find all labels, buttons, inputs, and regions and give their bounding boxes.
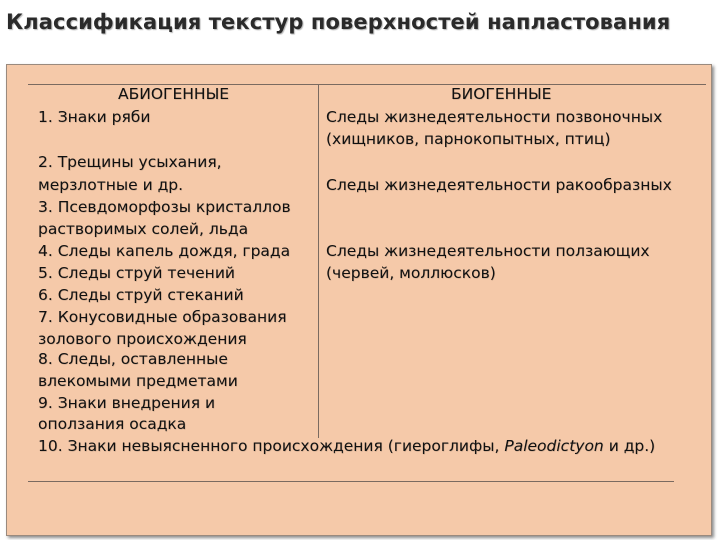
- abiogenic-line: 5. Следы струй течений: [38, 264, 235, 282]
- row-10: [38, 437, 678, 456]
- abiogenic-line: мерзлотные и др.: [38, 176, 184, 194]
- biogenic-line: Следы жизнедеятельности позвоночных: [326, 108, 663, 126]
- abiogenic-line: оползания осадка: [38, 415, 187, 433]
- biogenic-header: БИОГЕННЫЕ: [451, 85, 552, 103]
- row-10-taxon: Paleodictyon: [504, 437, 604, 455]
- row-10-lead: 10. Знаки невыясненного происхождения (гиероглифы,: [38, 437, 505, 455]
- abiogenic-header: АБИОГЕННЫЕ: [118, 85, 230, 103]
- abiogenic-line: 2. Трещины усыхания,: [38, 153, 222, 171]
- abiogenic-line: 8. Следы, оставленные: [38, 350, 228, 368]
- abiogenic-line: 6. Следы струй стеканий: [38, 286, 244, 304]
- column-divider: [318, 84, 319, 438]
- row-10-tail: и др.): [603, 437, 656, 455]
- abiogenic-line: 9. Знаки внедрения и: [38, 394, 216, 412]
- biogenic-line: (хищников, парнокопытных, птиц): [326, 130, 611, 148]
- biogenic-line: (червей, моллюсков): [326, 264, 496, 282]
- abiogenic-line: растворимых солей, льда: [38, 220, 249, 238]
- biogenic-line: Следы жизнедеятельности ракообразных: [326, 176, 672, 194]
- table-bottom-rule: [28, 481, 674, 482]
- abiogenic-line: 4. Следы капель дождя, града: [38, 242, 291, 260]
- biogenic-line: Следы жизнедеятельности ползающих: [326, 242, 650, 260]
- abiogenic-line: золового происхождения: [38, 330, 247, 348]
- abiogenic-line: влекомыми предметами: [38, 372, 238, 390]
- abiogenic-line: 7. Конусовидные образования: [38, 308, 287, 326]
- abiogenic-line: 1. Знаки ряби: [38, 108, 151, 126]
- slide-title: Классификация текстур поверхностей напластования: [6, 10, 671, 34]
- abiogenic-line: 3. Псевдоморфозы кристаллов: [38, 198, 291, 216]
